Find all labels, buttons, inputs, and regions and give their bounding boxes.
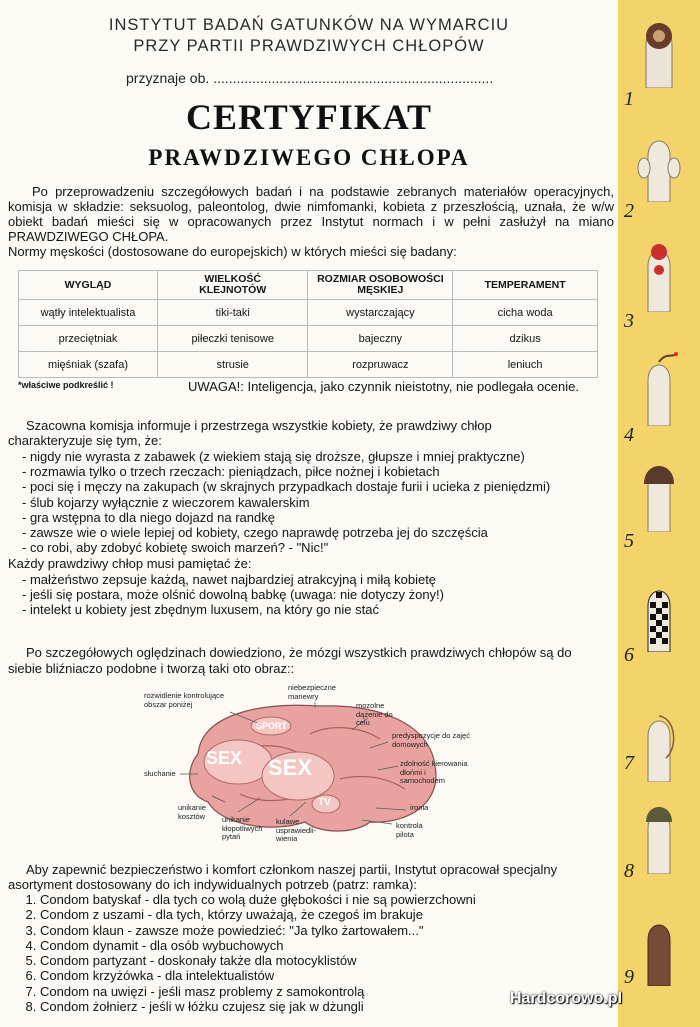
list-item: - intelekt u kobiety jest zbędnym luxusem, na który go nie stać	[22, 602, 379, 618]
table-cell: mięśniak (szafa)	[19, 352, 158, 378]
certificate-title: CERTYFIKAT	[185, 97, 433, 137]
brain-diagram	[130, 684, 480, 852]
institute-name: INSTYTUT BADAŃ GATUNKÓW NA WYMARCIU	[108, 16, 510, 34]
label-unikanie-pytan: unikanie kłopotliwych pytań	[222, 815, 263, 841]
table-cell: wystarczający	[308, 300, 453, 326]
warning-text: UWAGA!: Inteligencja, jako czynnik nieistotny, nie podlegała ocenie.	[188, 379, 579, 394]
strip-number: 7	[624, 752, 634, 774]
table-header: WYGLĄD	[19, 271, 158, 300]
condoms-list	[18, 892, 476, 1014]
list-item: - małżeństwo zepsuje każdą, nawet najbardziej atrakcyjną i miłą kobietę	[22, 572, 437, 587]
list-item: 4. Condom dynamit - dla osób wybuchowych	[40, 938, 476, 953]
label-unikanie-kosztow: unikanie kosztów	[178, 803, 206, 821]
table-cell: dzikus	[453, 326, 598, 352]
strip-number: 8	[624, 860, 634, 882]
list-item: 5. Condom partyzant - doskonały także dla motocyklistów	[40, 953, 476, 968]
condoms-intro: Aby zapewnić bezpieczeństwo i komfort członkom naszej partii, Instytut opracował specjalny	[26, 862, 558, 877]
norms-table	[18, 270, 598, 378]
table-header: TEMPERAMENT	[453, 271, 598, 300]
label-predyspozycje: predyspozycje do zajęć domowych	[392, 731, 470, 749]
label-kontrola: kontrola pilota	[396, 821, 423, 839]
traits-list	[22, 449, 550, 555]
commission-intro: Szacowna komisja informuje i przestrzega wszystkie kobiety, że prawdziwy chłop	[26, 418, 492, 433]
strip-number: 4	[624, 424, 634, 446]
label-sluchanie: słuchanie	[144, 769, 176, 778]
brain-sport: SPORT	[256, 721, 288, 731]
condom-zolnierz-icon	[636, 800, 682, 874]
table-row	[19, 352, 598, 378]
strip-number: 1	[624, 88, 634, 110]
norms-intro: Normy męskości (dostosowane do europejskich) w których mieści się badany:	[8, 244, 457, 259]
brain-tv: TV	[318, 797, 331, 808]
brain-intro: Po szczegółowych oględzinach dowiedziono, że mózgi wszystkich prawdziwych chłopów są do	[26, 645, 572, 660]
strip-number: 6	[624, 644, 634, 666]
list-item: - ślub kojarzy wyłącznie z wieczorem kawalerskim	[22, 494, 310, 510]
table-cell: przeciętniak	[19, 326, 158, 352]
condom-krzyzowka-icon	[636, 578, 682, 652]
list-item: - rozmawia tylko o trzech rzeczach: pieniądzach, piłce nożnej i kobietach	[22, 464, 440, 480]
table-header-row	[19, 271, 598, 300]
intro-text	[8, 184, 614, 259]
table-cell: wątły intelektualista	[19, 300, 158, 326]
list-item: 1. Condom batyskaf - dla tych co wolą duże głębokości i nie są powierzchowni	[40, 892, 476, 907]
table-cell: cicha woda	[453, 300, 598, 326]
label-niebezpieczne: niebezpieczne manewry	[288, 683, 336, 701]
strip-number: 9	[624, 966, 634, 988]
commission-intro-2: charakteryzuje się tym, że:	[8, 433, 162, 448]
condom-na-uwiezi-icon	[636, 708, 682, 782]
table-cell: strusie	[157, 352, 308, 378]
list-item: 6. Condom krzyżówka - dla intelektualistów	[40, 968, 476, 983]
strip-number: 3	[624, 310, 634, 332]
list-item: - poci się i męczy na zakupach (w skrajnych przypadkach dostaje furii i ucieka z pieniędzmi)	[22, 479, 551, 495]
list-item: - zawsze wie o wiele lepiej od kobiety, czego naprawdę potrzeba jej do szczęścia	[22, 525, 488, 541]
label-ironia: ironia	[410, 803, 429, 812]
list-item: 8. Condom żołnierz - jeśli w łóżku czujesz się jak w dżungli	[40, 999, 476, 1014]
condom-icon	[636, 912, 682, 986]
condom-partyzant-icon	[636, 458, 682, 532]
brain-sex-left: SEX	[206, 748, 243, 768]
institute-subtitle: PRZY PARTII PRAWDZIWYCH CHŁOPÓW	[133, 37, 485, 55]
condom-z-uszami-icon	[636, 128, 682, 202]
remember-intro: Każdy prawdziwy chłop musi pamiętać że:	[8, 556, 252, 571]
condom-batyskaf-icon	[636, 14, 682, 88]
label-kulawe: kulawe usprawiedli-wienia	[276, 817, 317, 843]
brain-intro-2: siebie bliźniaczo podobne i tworzą taki oto obraz::	[8, 661, 295, 676]
table-row	[19, 300, 598, 326]
certificate-subtitle: PRAWDZIWEGO CHŁOPA	[148, 145, 470, 170]
condoms-intro-2: asortyment dostosowany do ich indywidualnych potrzeb (patrz: ramka):	[8, 877, 417, 892]
strip-number: 2	[624, 200, 634, 222]
list-item: 3. Condom klaun - zawsze może powiedzieć: "Ja tylko żartowałem..."	[40, 923, 476, 938]
list-item: 2. Condom z uszami - dla tych, którzy uważają, że czegoś im brakuje	[40, 907, 476, 922]
list-item: - gra wstępna to dla niego dojazd na randkę	[22, 509, 275, 525]
list-item: 7. Condom na uwięzi - jeśli masz problemy z samokontrolą	[40, 984, 476, 999]
list-item: - co robi, aby zdobyć kobietę swoich marzeń? - "Nic!"	[22, 540, 329, 556]
list-item: - nigdy nie wyrasta z zabawek (z wiekiem stają się droższe, głupsze i mniej praktyczne)	[22, 449, 525, 464]
table-cell: piłeczki tenisowe	[157, 326, 308, 352]
awarded-to-line: przyznaje ob. ........................................................................	[126, 70, 494, 86]
remember-list	[22, 572, 444, 618]
table-header: ROZMIAR OSOBOWOŚCI MĘSKIEJ	[308, 271, 453, 300]
table-cell: bajeczny	[308, 326, 453, 352]
watermark: Hardcorowo.pl	[510, 990, 623, 1007]
strip-number: 5	[624, 530, 634, 552]
table-cell: leniuch	[453, 352, 598, 378]
table-cell: rozpruwacz	[308, 352, 453, 378]
table-header: WIELKOŚĆ KLEJNOTÓW	[157, 271, 308, 300]
intro-paragraph: Po przeprowadzeniu szczegółowych badań i na podstawie zebranych materiałów operacyjnych, komisja w składzie: seksuolog, paleontolog, dwie nimfomanki, kobieta z przeszłością, uznała, że w/w obiekt badań mieści się w opracowanych przez Instytut normach i w pełni zasłużył na miano PRAWDZIWEGO CHŁOPA.	[8, 184, 614, 244]
condom-dynamit-icon	[636, 352, 682, 426]
table-row	[19, 326, 598, 352]
brain-sex-center: SEX	[268, 755, 313, 780]
label-zdolnosc: zdolność kierowania dłońmi i samochodem	[400, 759, 468, 785]
underline-note: *właściwe podkreślić !	[18, 380, 114, 390]
label-mozolne: mozolne dążenie do celu	[356, 701, 393, 727]
list-item: - jeśli się postara, może olśnić dowolną babkę (uwaga: nie dotyczy żony!)	[22, 587, 444, 603]
condom-klaun-icon	[636, 238, 682, 312]
label-rozwidlenie: rozwidlenie kontrolujące obszar poniżej	[144, 691, 225, 709]
table-cell: tiki-taki	[157, 300, 308, 326]
